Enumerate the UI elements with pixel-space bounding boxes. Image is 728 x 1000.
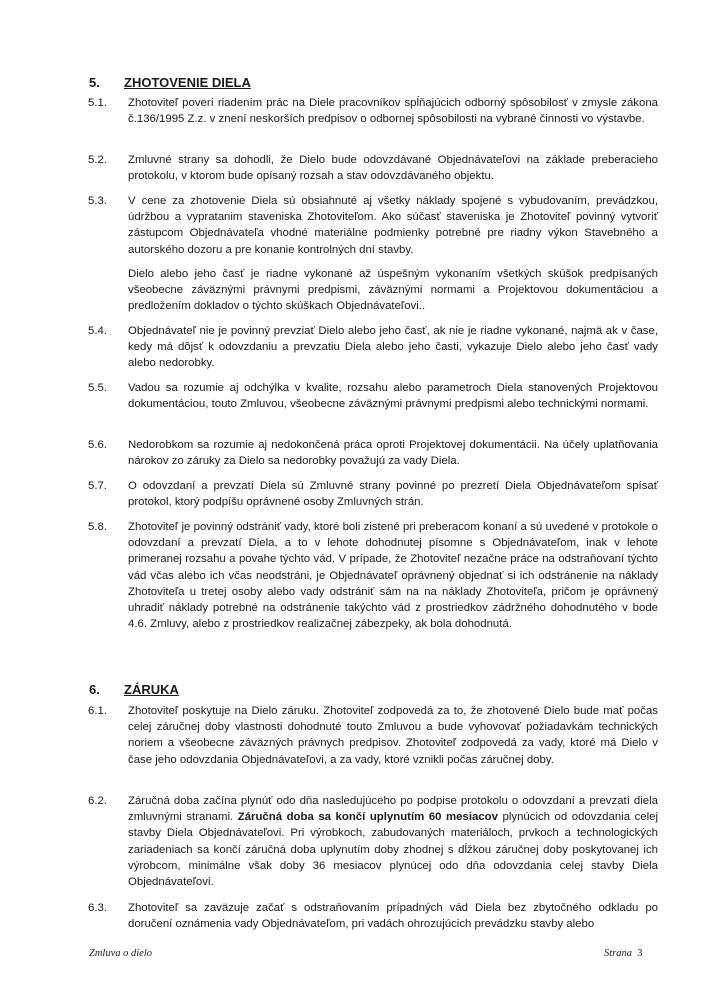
section-number: 6.	[89, 682, 100, 697]
clause-5-6	[88, 437, 658, 469]
clause-5-1	[88, 95, 658, 127]
clause-number: 5.3.	[88, 195, 107, 207]
clause-number: 6.3.	[88, 902, 107, 914]
clause-text: Zhotoviteľ je povinný odstrániť vady, ktoré boli zistené pri preberacom konaní a sú uvedené v protokole o odovzdaní a prevzatí Diela, a to v lehote dohodnutej písomne s Objednávateľom, inak v lehote primeranej rozsahu a povahe týchto vád. V prípade, že Zhotoviteľ nezačne práce na odstraňovaní týchto vád včas alebo ich včas neodstráni, je Objednávateľ oprávnený objednať si ich odstránenie na náklady Zhotoviteľa u tretej osoby alebo vady odstrániť sám na na náklady Zhotoviteľa, pričom je oprávnený uhradiť náklady potrebné na odstránenie takýchto vád z prostriedkov zádržného dohodnutého v bode 4.6. Zmluvy, alebo z prostriedkov realizačnej zábezpeky, ak bola dohodnutá.	[128, 521, 658, 631]
footer-page-number	[604, 948, 643, 959]
clause-5-4	[88, 323, 658, 372]
clause-number: 5.1.	[88, 97, 107, 109]
clause-text: Zhotoviteľ poverí riadením prác na Diele pracovníkov spĺňajúcich odborný spôsobilosť v zmysle zákona č.136/1995 Z.z. v znení neskorších predpisov o odbornej spôsobilosti na vybrané činnosti vo výstavbe.	[128, 97, 658, 126]
clause-text-emphasis: Záručná doba sa končí uplynutím 60 mesiacov	[237, 811, 498, 824]
clause-number: 6.2.	[88, 795, 107, 807]
clause-5-3-paragraph-2: Dielo alebo jeho časť je riadne vykonané až úspešným vykonaním všetkých skúšok predpísaných všeobecne záväznými právnymi predpismi, záväznými normami a Projektovou dokumentáciou a predložením dokladov o týchto skúškach Objednávateľovi..	[128, 268, 658, 313]
clause-number: 5.5.	[88, 382, 107, 394]
footer-document-name: Zmluva o dielo	[89, 948, 152, 959]
clause-text	[128, 793, 658, 890]
clause-text: V cene za zhotovenie Diela sú obsiahnuté aj všetky náklady spojené s vybudovaním, prevádzkou, údržbou a vypratanim staveniska Zhotoviteľom. Ako súčasť staveniska je Zhotoviteľ povinný vytvoriť zástupcom Objednávateľa vhodné materiálne podmienky potrebné pre riadny výkon Stavebného a autorského dozoru a pre konanie kontrolných dní stavby.	[128, 195, 658, 256]
clause-5-5	[88, 380, 658, 412]
clause-6-2	[88, 793, 658, 890]
clause-text: Zhotoviteľ poskytuje na Dielo záruku. Zhotoviteľ zodpovedá za to, že zhotovené Dielo bude mať počas celej záručnej doby vlastnosti dohodnuté touto Zmluvou a bude vyhovovať požiadavkám technických noriem a všeobecne záväzných právnych predpisov. Zhotoviteľ zodpovedá za vady, ktoré má Dielo v čase jeho odovzdania Objednávateľovi, a za vady, ktoré vznikli počas záručnej doby.	[128, 705, 658, 766]
page-label: Strana	[604, 948, 633, 959]
clause-6-1	[88, 703, 658, 768]
clause-number: 5.2.	[88, 154, 107, 166]
clause-text: Nedorobkom sa rozumie aj nedokončená práca oproti Projektovej dokumentácii. Na účely uplatňovania nárokov zo záruky za Dielo sa nedorobky považujú za vady Diela.	[128, 439, 658, 468]
clause-text-part: Záručná doba začína plynúť odo dňa nasledujúceho po podpise protokolu o odovzdaní a prevzatí diela zmluvnými stranami.	[128, 795, 658, 824]
page-number: 3	[637, 948, 643, 959]
clause-5-7	[88, 478, 658, 510]
clause-text: Vadou sa rozumie aj odchýlka v kvalite, rozsahu alebo parametroch Diela stanovených Projektovou dokumentáciou, touto Zmluvou, všeobecne záväznými právnymi predpismi alebo technickými normami.	[128, 382, 658, 411]
section-title: ZÁRUKA	[124, 682, 179, 697]
clause-number: 5.7.	[88, 480, 107, 492]
clause-number: 5.4.	[88, 325, 107, 337]
clause-5-8	[88, 519, 658, 632]
clause-text: Objednávateľ nie je povinný prevziať Dielo alebo jeho časť, ak nie je riadne vykonané, najmä ak v čase, kedy má dôjsť k odovzdaniu a prevzatiu Diela alebo jeho časti, vykazuje Dielo alebo jeho časť vady alebo nedorobky.	[128, 325, 658, 370]
clause-5-3	[88, 193, 658, 258]
clause-number: 5.6.	[88, 439, 107, 451]
section-number: 5.	[89, 75, 100, 90]
clause-number: 6.1.	[88, 705, 107, 717]
clause-text: Zmluvné strany sa dohodli, že Dielo bude odovzdávané Objednávateľovi na základe preberacieho protokolu, v ktorom bude opísaný rozsah a stav odovzdávaného objektu.	[128, 154, 658, 183]
clause-6-3	[88, 900, 658, 932]
clause-5-2	[88, 152, 658, 184]
section-title: ZHOTOVENIE DIELA	[124, 75, 251, 90]
clause-text-part: plynúcich od odovzdania celej stavby Diela Objednávateľovi. Pri výrobkoch, zabudovaných materiáloch, prvkoch a technologických zariadeniach sa končí záručná doba uplynutím doby zhodnej s dĺžkou záručnej doby poskytovanej ich výrobcom, minimálne však doby 36 mesiacov plynúcej odo dňa odovzdania celej stavby Diela Objednávateľovi.	[128, 811, 658, 889]
clause-number: 5.8.	[88, 521, 107, 533]
clause-text: Zhotoviteľ sa zaväzuje začať s odstraňovaním prípadných vád Diela bez zbytočného odkladu po doručení oznámenia vady Objednávateľom, pri vadách ohrozujúcich prevádzku stavby alebo	[128, 902, 658, 931]
clause-text: O odovzdaní a prevzatí Diela sú Zmluvné strany povinné po prezretí Diela Objednávateľom spísať protokol, ktorý podpíšu oprávnené osoby Zmluvných strán.	[128, 480, 658, 509]
